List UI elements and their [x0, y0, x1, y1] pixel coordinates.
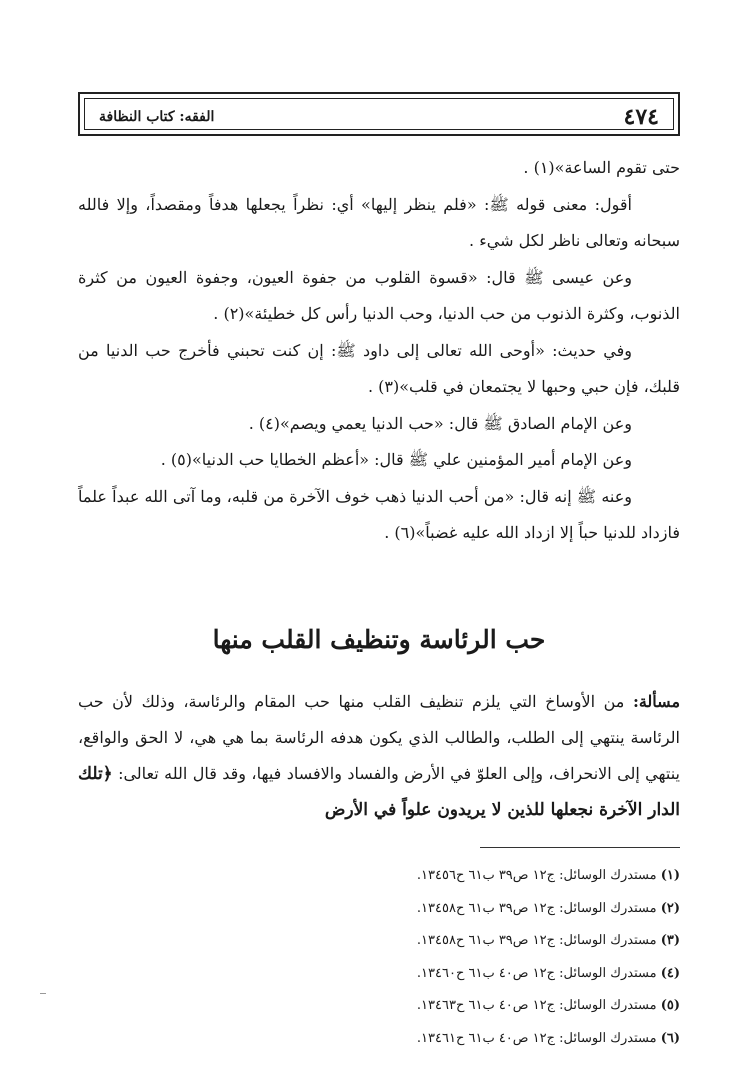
- footnote: [300, 1023, 680, 1056]
- paragraph: وعنه ﷺ إنه قال: «من أحب الدنيا ذهب خوف الآخرة من قلبه، وما آتى الله عبداً علماً فازداد للدنيا حباً إلا ازداد الله عليه غضباً»(٦) .: [78, 486, 680, 542]
- page-number: ٤٧٤: [623, 104, 659, 130]
- quran-verse: ﴿تلك الدار الآخرة نجعلها للذين لا يريدون علواً في الأرض: [78, 764, 680, 820]
- paragraph: وعن عيسى ﷺ قال: «قسوة القلوب من جفوة العيون، وجفوة العيون من كثرة الذنوب، وكثرة الذنوب من حب الدنيا، وحب الدنيا رأس كل خطيئة»(٢) .: [78, 267, 680, 323]
- footnote-number: (٤): [660, 965, 680, 981]
- footnote: [300, 990, 680, 1023]
- paragraph: حتى تقوم الساعة»(١) .: [523, 158, 680, 177]
- footnote: [300, 860, 680, 893]
- paragraph: وفي حديث: «أوحى الله تعالى إلى داود ﷺ: إن كنت تحبني فأخرج حب الدنيا من قلبك، فإن حبي وحبها لا يجتمعان في قلب»(٣) .: [78, 340, 680, 396]
- footnote-text: مستدرك الوسائل: ج١٢ ص٤٠ ب٦١ ح١٣٤٦٠.: [416, 965, 657, 981]
- footnote-text: مستدرك الوسائل: ج١٢ ص٣٩ ب٦١ ح١٣٤٥٨.: [416, 933, 657, 948]
- running-title: الفقه: كتاب النظافة: [99, 109, 215, 125]
- paragraph: وعن الإمام أمير المؤمنين علي ﷺ قال: «أعظم الخطايا حب الدنيا»(٥) .: [160, 450, 632, 469]
- paragraph: أقول: معنى قوله ﷺ: «فلم ينظر إليها» أي: نظراً يجعلها هدفاً ومقصداً، وإلا فالله سبحانه وتعالى ناظر لكل شيء .: [78, 194, 680, 250]
- footnote-number: (١): [660, 868, 680, 883]
- footnote-text: مستدرك الوسائل: ج١٢ ص٤٠ ب٦١ ح١٣٤٦٣.: [416, 998, 657, 1013]
- footnote-number: (٦): [660, 1030, 680, 1046]
- issue-text: من الأوساخ التي يلزم تنظيف القلب منها حب المقام والرئاسة، وذلك لأن حب الرئاسة ينتهي إلى الطلب، والطالب الذي يكون هدفه الرئاسة بما هي هي، لا الحق والواقع، ينتهي إلى الانحراف، وإلى العلوّ في الأرض والفساد والافساد فيها، وقد قال الله تعالى:: [78, 692, 680, 783]
- margin-mark: [40, 993, 46, 994]
- section-heading: حب الرئاسة وتنظيف القلب منها: [212, 625, 546, 654]
- footnote: [300, 893, 680, 926]
- header-inner-border: [84, 98, 674, 130]
- footnotes: [300, 860, 680, 1055]
- footnote-number: (٢): [660, 900, 680, 916]
- page-header: [78, 92, 680, 136]
- footnote-text: مستدرك الوسائل: ج١٢ ص٣٩ ب٦١ ح١٣٤٥٨.: [416, 900, 657, 916]
- footnote: [300, 958, 680, 991]
- issue-label: مسألة:: [632, 692, 681, 711]
- paragraph: وعن الإمام الصادق ﷺ قال: «حب الدنيا يعمي ويصم»(٤) .: [248, 413, 632, 433]
- footnote-number: (٥): [660, 998, 680, 1013]
- footnote-number: (٣): [660, 933, 680, 948]
- footnote-text: مستدرك الوسائل: ج١٢ ص٣٩ ب٦١ ح١٣٤٥٦.: [416, 868, 657, 883]
- footnote: [300, 925, 680, 958]
- footnote-divider: [480, 847, 680, 848]
- footnote-text: مستدرك الوسائل: ج١٢ ص٤٠ ب٦١ ح١٣٤٦١.: [416, 1030, 657, 1046]
- body-text: [78, 150, 680, 552]
- issue-paragraph: [78, 684, 680, 828]
